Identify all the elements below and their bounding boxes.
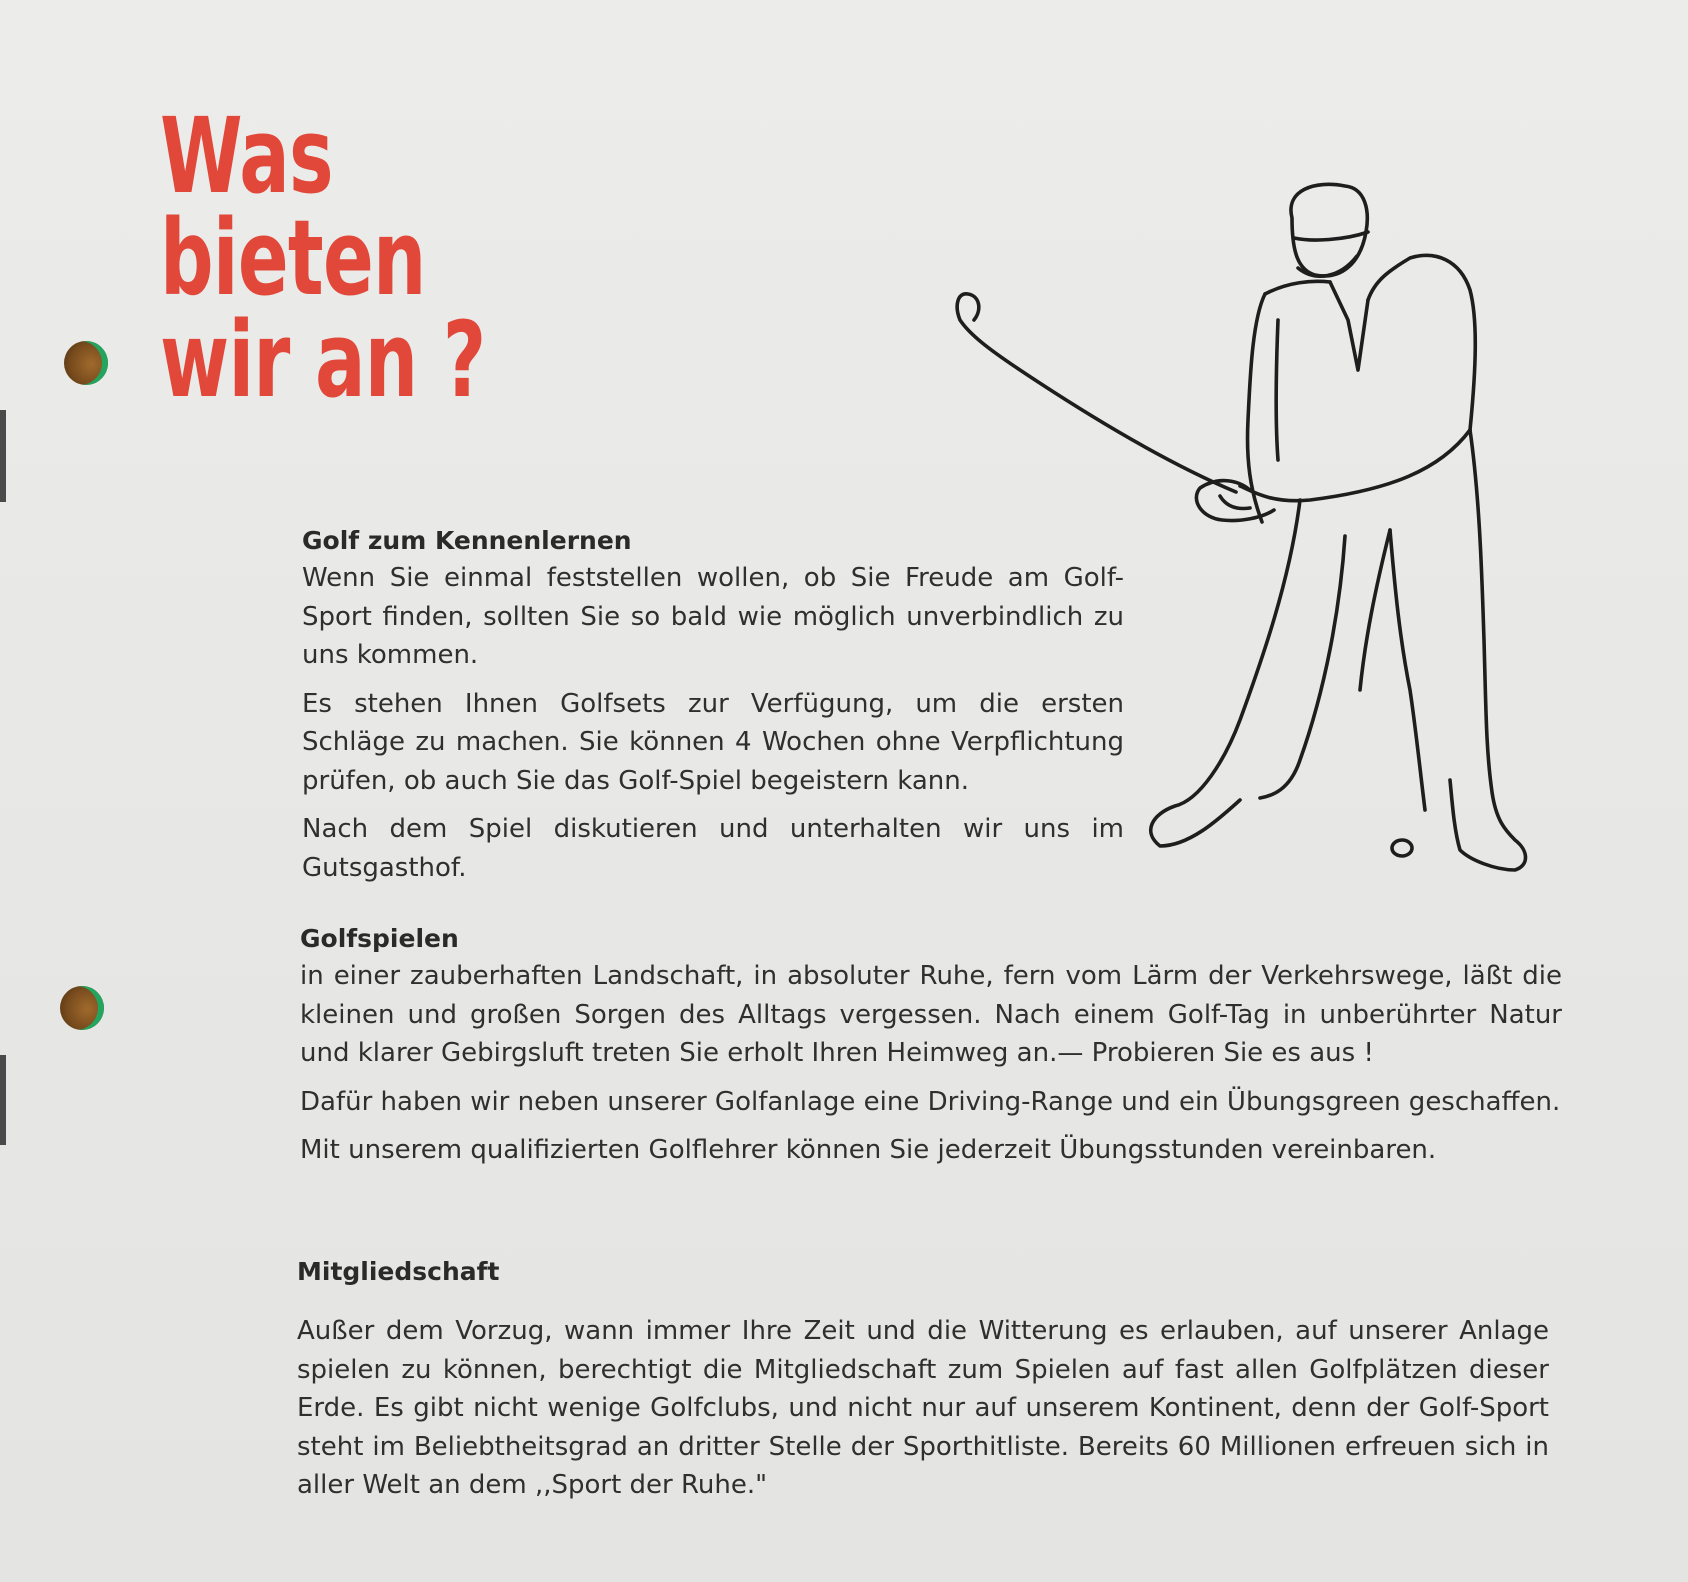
punch-hole-bottom bbox=[60, 986, 104, 1030]
page-title bbox=[160, 95, 486, 421]
section-heading: Golfspielen bbox=[300, 924, 459, 953]
section-golf-zum-kennenlernen bbox=[302, 523, 1124, 897]
section-heading: Mitgliedschaft bbox=[297, 1257, 500, 1286]
section-paragraph: Außer dem Vorzug, wann immer Ihre Zeit und die Witterung es erlauben, auf unserer Anlage spielen zu können, berechtigt die Mitgliedschaft zum Spielen auf fast allen Golfplätzen dieser Erde. Es gibt nicht wenige Golfclubs, und nicht nur auf unserem Kontinent, denn der Golf-Sport steht im Beliebtheitsgrad an dritter Stelle der Sporthitliste. Bereits 60 Millionen erfreuen sich in aller Welt an dem ,,Sport der Ruhe." bbox=[297, 1316, 1549, 1500]
section-paragraph: Mit unserem qualifizierten Golflehrer können Sie jederzeit Übungsstunden vereinbaren. bbox=[300, 1135, 1437, 1165]
section-paragraph: Dafür haben wir neben unserer Golfanlage eine Driving-Range und ein Übungsgreen geschaffen. bbox=[300, 1086, 1561, 1117]
section-heading: Golf zum Kennenlernen bbox=[302, 526, 632, 555]
page-edge-mark bbox=[0, 410, 6, 502]
section-paragraph: Wenn Sie einmal feststellen wollen, ob Sie Freude am Golf-Sport finden, sollten Sie so bald wie möglich unverbindlich zu uns kommen. bbox=[302, 563, 1124, 670]
section-paragraph: in einer zauberhaften Landschaft, in absoluter Ruhe, fern vom Lärm der Verkehrswege, läßt die kleinen und großen Sorgen des Alltags vergessen. Nach einem Golf-Tag in unberührter Natur und klarer Gebirgsluft treten Sie erholt Ihren Heimweg an.— Probieren Sie es aus ! bbox=[300, 961, 1562, 1068]
title-line-3: wir an ? bbox=[160, 299, 486, 421]
title-line-1: Was bbox=[160, 95, 333, 217]
page-edge-mark bbox=[0, 1055, 6, 1145]
section-mitgliedschaft bbox=[297, 1254, 1549, 1515]
punch-hole-top bbox=[64, 341, 108, 385]
section-paragraph: Es stehen Ihnen Golfsets zur Verfügung, um die ersten Schläge zu machen. Sie können 4 Wochen ohne Verpflichtung prüfen, ob auch Sie das Golf-Spiel begeistern kann. bbox=[302, 688, 1124, 796]
title-line-2: bieten bbox=[160, 197, 426, 319]
section-golfspielen bbox=[300, 921, 1562, 1180]
section-paragraph: Nach dem Spiel diskutieren und unterhalten wir uns im Gutsgasthof. bbox=[302, 814, 1124, 883]
